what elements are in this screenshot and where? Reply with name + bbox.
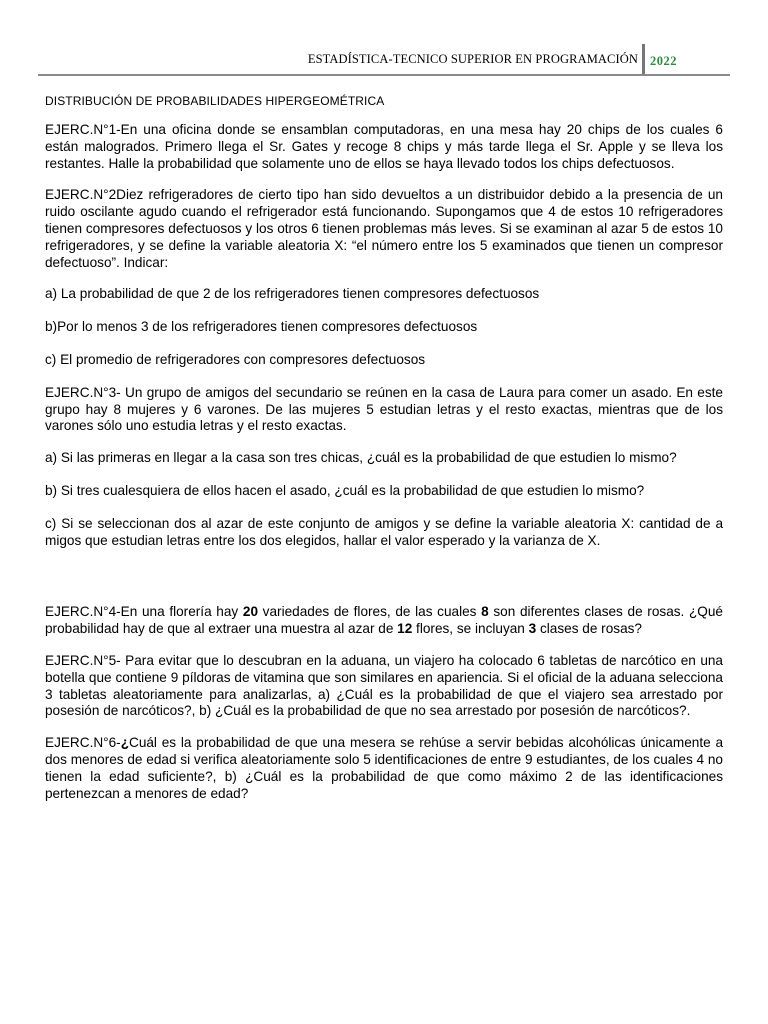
exercise-6-text-1: EJERC.N°6-: [45, 735, 121, 751]
exercise-4-text-5: clases de rosas?: [536, 621, 642, 637]
exercise-2: EJERC.N°2Diez refrigeradores de cierto tipo han sido devueltos a un distribuidor debido a la presencia de un ruido oscilante agudo cuando el refrigerador está funcionando. Supongamos que 4 de estos 10 refrigeradores tienen compresores defectuosos y los otros 6 tienen problemas más leves. Si se examinan al azar 5 de estos 10 refrigeradores, y se define la variable aleatoria X: “el número entre los 5 examinados que tienen un compresor defectuoso”. Indicar:: [45, 187, 723, 270]
exercise-4-text-1: EJERC.N°4-En una florería hay: [45, 604, 243, 620]
exercise-4: [45, 604, 723, 638]
exercise-1: EJERC.N°1-En una oficina donde se ensamblan computadoras, en una mesa hay 20 chips de los cuales 6 están malogrados. Primero llega el Sr. Gates y recoge 8 chips y más tarde llega el Sr. Apple y se lleva los restantes. Halle la probabilidad que solamente uno de ellos se haya llevado todos los chips defectuosos.: [45, 122, 723, 171]
document-title: DISTRIBUCIÓN DE PROBABILIDADES HIPERGEOMÉTRICA: [45, 94, 385, 108]
exercise-3-item-a: a) Si las primeras en llegar a la casa son tres chicas, ¿cuál es la probabilidad de que estudien lo mismo?: [45, 450, 677, 466]
exercise-4-bold-2: 8: [481, 604, 489, 620]
exercise-6-text-2: Cuál es la probabilidad de que una mesera se rehúse a servir bebidas alcohólicas únicamente a dos menores de edad si verifica aleatoriamente solo 5 identificaciones de entre 9 estudiantes, de los cuales 4 no tienen la edad suficiente?, b) ¿Cuál es la probabilidad de que como máximo 2 de las identificaciones pertenezcan a menores de edad?: [45, 735, 723, 801]
exercise-4-bold-4: 3: [528, 621, 537, 637]
document-body: [45, 94, 723, 817]
exercise-4-text-3: son diferentes clases de rosas. ¿Qué probabilidad hay de que al extraer una muestra al azar de: [45, 604, 723, 637]
exercise-4-text-4: flores, se incluyan: [412, 621, 529, 637]
exercise-3-item-b: b) Si tres cualesquiera de ellos hacen el asado, ¿cuál es la probabilidad de que estudien lo mismo?: [45, 482, 645, 498]
exercise-4-bold-3: 12: [397, 621, 413, 637]
exercise-4-text-2: variedades de flores, de las cuales: [258, 604, 482, 620]
header-rule: [38, 74, 730, 76]
exercise-5: EJERC.N°5- Para evitar que lo descubran en la aduana, un viajero ha colocado 6 tabletas de narcótico en una botella que contiene 9 píldoras de vitamina que son similares en apariencia. Si el oficial de la aduana selecciona 3 tabletas aleatoriamente para analizarlas, a) ¿Cuál es la probabilidad de que el viajero sea arrestado por posesión de narcóticos?, b) ¿Cuál es la probabilidad de que no sea arrestado por posesión de narcóticos?.: [45, 652, 723, 719]
header-separator: [642, 44, 645, 74]
spacer: [45, 564, 723, 604]
page-header: [38, 44, 730, 76]
exercise-3: EJERC.N°3- Un grupo de amigos del secundario se reúnen en la casa de Laura para comer un asado. En este grupo hay 8 mujeres y 6 varones. De las mujeres 5 estudian letras y el resto exactas, mientras que de los varones sólo uno estudia letras y el resto exactas.: [45, 384, 723, 434]
exercise-6-bold-1: ¿: [120, 735, 129, 751]
exercise-4-bold-1: 20: [242, 604, 259, 620]
exercise-2-item-b: b)Por lo menos 3 de los refrigeradores tienen compresores defectuosos: [45, 319, 478, 335]
header-title: ESTADÍSTICA-TECNICO SUPERIOR EN PROGRAMACIÓN: [307, 52, 638, 66]
exercise-2-item-c: c) El promedio de refrigeradores con compresores defectuosos: [45, 351, 426, 367]
header-year: 2022: [650, 54, 677, 68]
exercise-3-item-c: c) Si se seleccionan dos al azar de este conjunto de amigos y se define la variable aleatoria X: cantidad de a migos que estudian letras entre los dos elegidos, hallar el valor esperado y la varianza de X.: [45, 515, 723, 548]
exercise-6: [45, 735, 723, 802]
exercise-2-item-a: a) La probabilidad de que 2 de los refrigeradores tienen compresores defectuosos: [45, 286, 540, 302]
